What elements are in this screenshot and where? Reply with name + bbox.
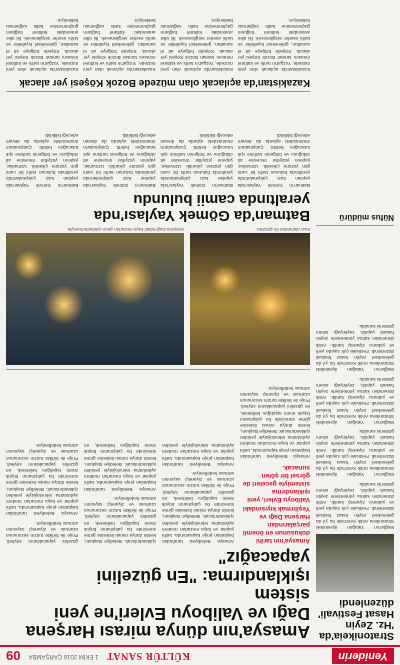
section-title: KÜLTÜR SANAT (106, 650, 191, 662)
side-headline (316, 597, 394, 641)
second-story-body (6, 96, 310, 188)
third-story-paragraph: Kazakistan'da açılacak olan yeni müzede, Yozgat'ın tarihi ve kültürel mirasını tanıtan Bozok Köşesi yer alacak. Köşede bölgeye ait el sanatları, geleneksel kıyafetler ve tarihi eserler sergilenecek. İki ülke arasındaki kültürel bağların güçlenmesine katkı sağlaması bekleniyor. (237, 17, 310, 73)
photo-row (6, 225, 310, 365)
main-story-paragraph: Amasya Belediyesi tarafından başlatılan proje kapsamında, tarihi yapılar ve kaya mezarları modern aydınlatma teknolojisiyle yeniden ışıklandırılacak. Belediye Başkanı, kentin dünya mirası listesine girme sürecinde bu çalışmanın büyük önem taşıdığını belirterek, en güzelini yapacaklarını söyledi. Proje ile birlikte turizm sezonunun uzaması ve ziyaretçi sayısının artması hedefleniyor. (6, 443, 78, 517)
market-photo (190, 233, 310, 365)
festival-photo (316, 534, 394, 592)
market-photo-caption: Kazı alanından bir görüntü. (255, 227, 310, 233)
main-headline-line2: Dağı ve Valiboyu Evleri'ne yeni sistem (53, 585, 310, 624)
side-story-paragraph: Muğla'nın Yatağan ilçesindeki Stratonikeia Antik Kenti'nde bu yıl da geleneksel zeytin hasat festivali düzenlendi. Festivale çok sayıda yerli ve yabancı ziyaretçi katıldı. Antik dönemden kalma yöntemlerle zeytin hasadı yapıldı, zeytinyağı sıkımı gösterisi sunuldu. (316, 481, 394, 530)
side-headline-line3: Hasat Festivali' (317, 607, 394, 620)
side-story-paragraph: Muğla'nın Yatağan ilçesindeki Stratonikeia Antik Kenti'nde bu yıl da geleneksel zeytin hasat festivali düzenlendi. Festivale çok sayıda yerli ve yabancı ziyaretçi katıldı. Antik dönemden kalma yöntemlerle zeytin hasadı yapıldı, zeytinyağı sıkımı gösterisi sunuldu. (316, 324, 394, 373)
issue-date: 1 EKİM 2016 ÇARŞAMBA (28, 653, 99, 659)
night-city-photo (6, 233, 184, 365)
night-photo-caption: Harşena Dağı'ndaki kaya mezarları gece ışıklandırmasıyla. (66, 227, 184, 233)
main-story-paragraph: Amasya Belediyesi tarafından başlatılan proje kapsamında, tarihi yapılar ve kaya mezarları modern aydınlatma teknolojisiyle yeniden ışıklandırılacak. Belediye Başkanı, kentin dünya mirası listesine girme sürecinde bu çalışmanın büyük önem taşıdığını belirterek, en güzelini yapacaklarını söyledi. Proje ile birlikte turizm sezonunun uzaması ve ziyaretçi sayısının artması hedefleniyor. (162, 471, 234, 545)
page-header (0, 645, 400, 665)
side-headline-line2: 'Hz. Zeyin (345, 618, 394, 631)
main-headline (6, 549, 310, 641)
side-story-paragraph: Muğla'nın Yatağan ilçesindeki Stratonikeia Antik Kenti'nde bu yıl da geleneksel zeytin hasat festivali düzenlendi. Festivale çok sayıda yerli ve yabancı ziyaretçi katıldı. Antik dönemden kalma yöntemlerle zeytin hasadı yapıldı, zeytinyağı sıkımı gösterisi sunuldu. (316, 429, 394, 478)
third-story-paragraph: Kazakistan'da açılacak olan yeni müzede, Yozgat'ın tarihi ve kültürel mirasını tanıtan Bozok Köşesi yer alacak. Köşede bölgeye ait el sanatları, geleneksel kıyafetler ve tarihi eserler sergilenecek. İki ülke arasındaki kültürel bağların güçlenmesine katkı sağlaması bekleniyor. (83, 17, 156, 73)
main-story-body (6, 374, 234, 544)
side-headline-line1: Stratonikeia'da (319, 630, 394, 642)
divider (316, 225, 394, 226)
second-story (6, 96, 310, 224)
main-headline-line3: ışıklandırma: "En güzelini yapacağız" (96, 548, 310, 587)
second-story-paragraph: Batman'ın Gömek Yaylası'nda yapılan kazı çalışmalarında yeraltında bulunan tarihi bir cami gün yüzüne çıkarıldı. Uzmanlar, yapının yüzyıllar öncesine ait olduğunu ve bölgenin tarihine ışık tutacağını belirtti. Çalışmaların önümüzdeki aylarda da devam edeceği bildirildi. (6, 133, 79, 188)
side-story-paragraph: Muğla'nın Yatağan ilçesindeki Stratonikeia Antik Kenti'nde bu yıl da geleneksel zeytin hasat festivali düzenlendi. Festivale çok sayıda yerli ve yabancı ziyaretçi katıldı. Antik dönemden kalma yöntemlerle zeytin hasadı yapıldı, zeytinyağı sıkımı gösterisi sunuldu. (316, 376, 394, 425)
second-headline-line2: yeraltında camii bulundu (133, 191, 310, 209)
second-headline (6, 192, 310, 224)
newspaper-logo: Yeniderin (332, 648, 394, 664)
main-column (6, 5, 310, 641)
divider (6, 91, 310, 92)
main-story-lead-col (240, 374, 310, 544)
side-column (316, 5, 394, 641)
second-story-paragraph: Batman'ın Gömek Yaylası'nda yapılan kazı çalışmalarında yeraltında bulunan tarihi bir cami gün yüzüne çıkarıldı. Uzmanlar, yapının yüzyıllar öncesine ait olduğunu ve bölgenin tarihine ışık tutacağını belirtti. Çalışmaların önümüzdeki aylarda da devam edeceği bildirildi. (83, 133, 156, 188)
main-story-row (6, 374, 310, 544)
third-story-paragraph: Kazakistan'da açılacak olan yeni müzede, Yozgat'ın tarihi ve kültürel mirasını tanıtan Bozok Köşesi yer alacak. Köşede bölgeye ait el sanatları, geleneksel kıyafetler ve tarihi eserler sergilenecek. İki ülke arasındaki kültürel bağların güçlenmesine katkı sağlaması bekleniyor. (6, 17, 79, 73)
second-story-paragraph: Batman'ın Gömek Yaylası'nda yapılan kazı çalışmalarında yeraltında bulunan tarihi bir cami gün yüzüne çıkarıldı. Uzmanlar, yapının yüzyıllar öncesine ait olduğunu ve bölgenin tarihine ışık tutacağını belirtti. Çalışmaların önümüzdeki aylarda da devam edeceği bildirildi. (160, 133, 233, 188)
third-story-paragraph: Kazakistan'da açılacak olan yeni müzede, Yozgat'ın tarihi ve kültürel mirasını tanıtan Bozok Köşesi yer alacak. Köşede bölgeye ait el sanatları, geleneksel kıyafetler ve tarihi eserler sergilenecek. İki ülke arasındaki kültürel bağların güçlenmesine katkı sağlaması bekleniyor. (160, 17, 233, 73)
main-story-lead: Amasya'nın tarihi dokusunun en önemli parçalarından Harşena Dağı ve Yeşilırmak kıyısındaki Valiboyu Evleri, yeni ışıklandırma sistemiyle geceleri de görsel bir şölen sunacak. (242, 464, 310, 545)
side-headline-line4: düzenlendi (339, 596, 394, 609)
third-story (6, 0, 310, 87)
page-number: 09 (6, 648, 21, 664)
second-story-paragraph: Batman'ın Gömek Yaylası'nda yapılan kazı çalışmalarında yeraltında bulunan tarihi bir cami gün yüzüne çıkarıldı. Uzmanlar, yapının yüzyıllar öncesine ait olduğunu ve bölgenin tarihine ışık tutacağını belirtti. Çalışmaların önümüzdeki aylarda da devam edeceği bildirildi. (237, 133, 310, 188)
main-story-paragraph: Amasya Belediyesi tarafından başlatılan proje kapsamında, tarihi yapılar ve kaya mezarları modern aydınlatma teknolojisiyle yeniden ışıklandırılacak. Belediye Başkanı, kentin dünya mirası listesine girme sürecinde bu çalışmanın büyük önem taşıdığını belirterek, en güzelini yapacaklarını söyledi. Proje ile birlikte turizm sezonunun uzaması ve ziyaretçi sayısının artması hedefleniyor. (84, 443, 234, 545)
main-headline-line1: Amasya'nın dünya mirası Harşena (25, 622, 310, 642)
side-kicker: Nüfus müdürü (339, 212, 394, 222)
third-headline: Kazakistan'da açılacak olan müzede Bozok Köşesi yer alacak (19, 76, 310, 88)
main-story-body-short: Amasya Belediyesi tarafından başlatılan proje kapsamında, tarihi yapılar ve kaya mezarları modern aydınlatma teknolojisiyle yeniden ışıklandırılacak. Belediye Başkanı, kentin dünya mirası listesine girme sürecinde bu çalışmanın büyük önem taşıdığını belirterek, en güzelini yapacaklarını söyledi. Proje ile birlikte turizm sezonunun uzaması ve ziyaretçi sayısının artması hedefleniyor. (240, 385, 310, 459)
main-story-paragraph: Amasya Belediyesi tarafından başlatılan proje kapsamında, tarihi yapılar ve kaya mezarları modern aydınlatma teknolojisiyle yeniden ışıklandırılacak. Belediye Başkanı, kentin dünya mirası listesine girme sürecinde bu çalışmanın büyük önem taşıdığını belirterek, en güzelini yapacaklarını söyledi. Proje ile birlikte turizm sezonunun uzaması ve ziyaretçi sayısının artması hedefleniyor. (6, 443, 156, 545)
side-story-body (316, 230, 394, 530)
third-story-body (6, 0, 310, 72)
divider (6, 369, 310, 370)
second-headline-line1: Batman'da Gömek Yaylası'nda (93, 207, 310, 225)
